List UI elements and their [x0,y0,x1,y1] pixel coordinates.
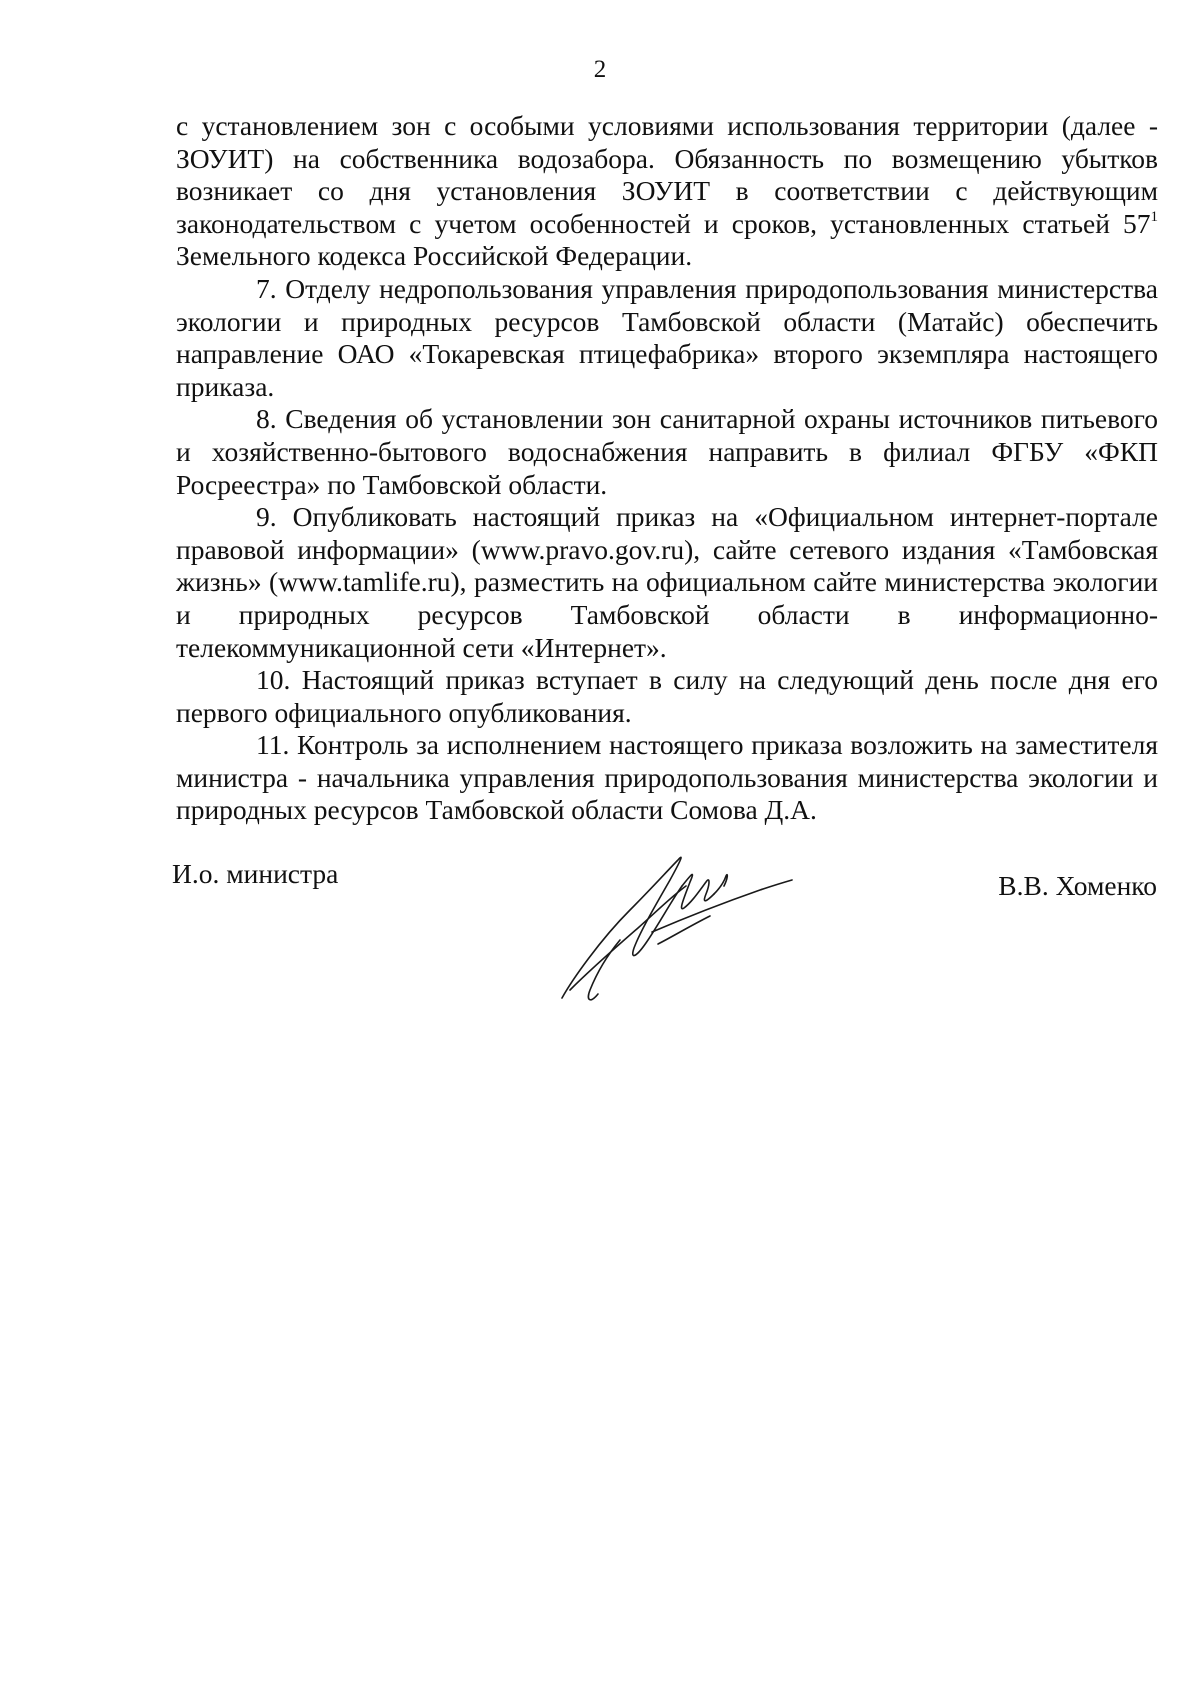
page-number: 2 [593,56,607,83]
paragraph-text: с установлением зон с особыми условиями использования территории (далее - ЗОУИТ) на собственника водозабора. Обязанность по возмещению убытков возникает со дня установления ЗОУИТ в соответствии с действующим законодательством с учетом особенностей и сроков, установленных статьей 57 [176,110,1158,239]
document-body [176,110,1158,827]
paragraph-text-tail: Земельного кодекса Российской Федерации. [176,240,693,272]
paragraph-item-8: 8. Сведения об установлении зон санитарной охраны источников питьевого и хозяйственно-бытового водоснабжения направить в филиал ФГБУ «ФКП Росреестра» по Тамбовской области. [176,403,1158,500]
paragraph-item-10: 10. Настоящий приказ вступает в силу на следующий день после дня его первого официального опубликования. [176,664,1158,728]
paragraph-continuation [176,110,1158,273]
paragraph-item-7: 7. Отделу недропользования управления природопользования министерства экологии и природных ресурсов Тамбовской области (Матайс) обеспечить направление ОАО «Токаревская птицефабрика» второго экземпляра настоящего приказа. [176,272,1158,402]
paragraph-item-9: 9. Опубликовать настоящий приказ на «Официальном интернет-портале правовой информации» (www.pravo.gov.ru), сайте сетевого издания «Тамбовская жизнь» (www.tamlife.ru), разместить на официальном сайте министерства экологии и природных ресурсов Тамбовской области в информационно-телекоммуникационной сети «Интернет». [176,501,1158,663]
superscript-number: 1 [1150,208,1158,225]
handwritten-signature [560,820,800,1010]
paragraph-item-11: 11. Контроль за исполнением настоящего приказа возложить на заместителя министра - начальника управления природопользования министерства экологии и природных ресурсов Тамбовской области Сомова Д.А. [176,729,1158,826]
signatory-name: В.В. Хоменко [998,870,1157,901]
signatory-title: И.о. министра [172,858,339,889]
